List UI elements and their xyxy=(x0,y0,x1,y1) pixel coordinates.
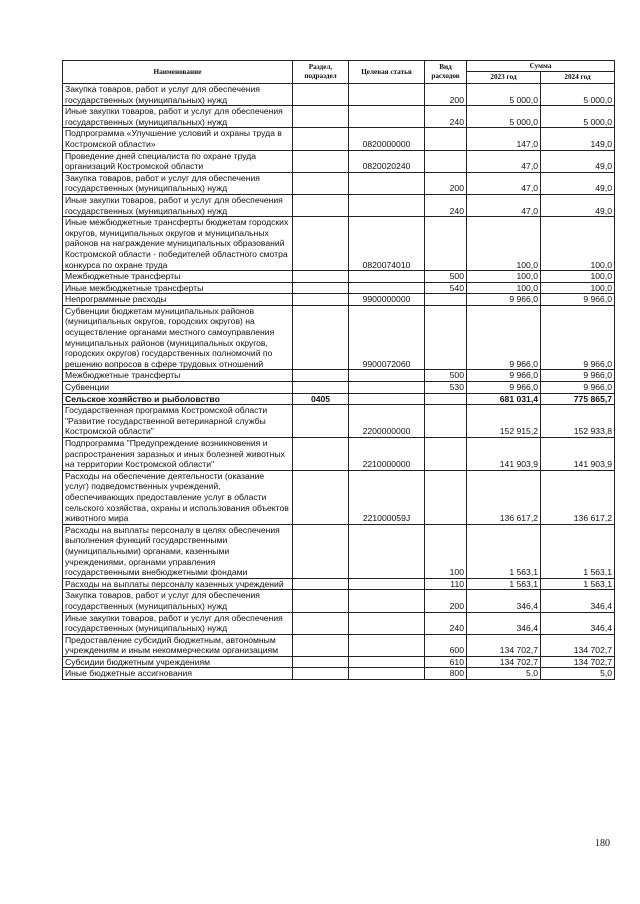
cell-section xyxy=(293,128,349,150)
cell-section xyxy=(293,217,349,271)
table-row xyxy=(63,217,615,271)
cell-2023: 47,0 xyxy=(467,150,541,172)
cell-type: 800 xyxy=(425,668,467,680)
cell-target: 0820074010 xyxy=(349,217,425,271)
cell-2024: 49,0 xyxy=(541,194,615,216)
table-row xyxy=(63,393,615,405)
header-name: Наименование xyxy=(63,61,293,84)
cell-name: Расходы на выплаты персоналу в целях обеспечения выполнения функций государственными (муниципальными) органами, казенными учреждениями, органами управления государственными внебюджетными фондами xyxy=(63,524,293,578)
cell-2023: 152 915,2 xyxy=(467,405,541,438)
header-section: Раздел, подраздел xyxy=(293,61,349,84)
cell-2024: 346,4 xyxy=(541,612,615,634)
table-header xyxy=(63,61,615,84)
cell-2023: 100,0 xyxy=(467,282,541,294)
table-row xyxy=(63,172,615,194)
cell-name: Межбюджетные трансферты xyxy=(63,370,293,382)
cell-name: Расходы на выплаты персоналу казенных учреждений xyxy=(63,578,293,590)
cell-2024: 134 702,7 xyxy=(541,656,615,668)
cell-type xyxy=(425,128,467,150)
table-row xyxy=(63,106,615,128)
cell-2024: 9 966,0 xyxy=(541,382,615,394)
cell-section xyxy=(293,656,349,668)
cell-target: 2210000000 xyxy=(349,438,425,471)
cell-section xyxy=(293,305,349,370)
table-row xyxy=(63,590,615,612)
cell-target: 2200000000 xyxy=(349,405,425,438)
cell-2023: 9 966,0 xyxy=(467,294,541,306)
cell-2023: 136 617,2 xyxy=(467,470,541,524)
cell-target xyxy=(349,612,425,634)
cell-section xyxy=(293,470,349,524)
cell-type xyxy=(425,393,467,405)
table-row xyxy=(63,668,615,680)
cell-2024: 100,0 xyxy=(541,282,615,294)
cell-target xyxy=(349,84,425,106)
table-row xyxy=(63,282,615,294)
cell-2023: 9 966,0 xyxy=(467,370,541,382)
cell-2023: 5,0 xyxy=(467,668,541,680)
table-row xyxy=(63,128,615,150)
cell-2024: 49,0 xyxy=(541,150,615,172)
cell-section xyxy=(293,150,349,172)
cell-2023: 9 966,0 xyxy=(467,382,541,394)
cell-type: 530 xyxy=(425,382,467,394)
cell-type: 540 xyxy=(425,282,467,294)
table-row xyxy=(63,294,615,306)
cell-2023: 5 000,0 xyxy=(467,106,541,128)
header-year-2024: 2024 год xyxy=(541,72,615,84)
table-row xyxy=(63,305,615,370)
cell-type xyxy=(425,438,467,471)
cell-target xyxy=(349,634,425,656)
cell-2024: 136 617,2 xyxy=(541,470,615,524)
cell-section xyxy=(293,172,349,194)
table-row xyxy=(63,150,615,172)
cell-name: Иные закупки товаров, работ и услуг для обеспечения государственных (муниципальных) нужд xyxy=(63,106,293,128)
page-number: 180 xyxy=(595,838,610,849)
cell-type: 600 xyxy=(425,634,467,656)
cell-section xyxy=(293,194,349,216)
cell-name: Предоставление субсидий бюджетным, автономным учреждениям и иным некоммерческим организациям xyxy=(63,634,293,656)
cell-section xyxy=(293,634,349,656)
cell-section xyxy=(293,612,349,634)
cell-section xyxy=(293,590,349,612)
header-type: Вид расходов xyxy=(425,61,467,84)
cell-2024: 100,0 xyxy=(541,217,615,271)
cell-name: Подпрограмма "Предупреждение возникновения и распространения заразных и иных болезней животных на территории Костромской области" xyxy=(63,438,293,471)
cell-2023: 9 966,0 xyxy=(467,305,541,370)
cell-target xyxy=(349,271,425,283)
cell-target xyxy=(349,282,425,294)
cell-target xyxy=(349,393,425,405)
cell-2023: 5 000,0 xyxy=(467,84,541,106)
cell-target xyxy=(349,194,425,216)
cell-section xyxy=(293,294,349,306)
cell-2023: 141 903,9 xyxy=(467,438,541,471)
table-row xyxy=(63,271,615,283)
cell-2024: 149,0 xyxy=(541,128,615,150)
cell-name: Иные закупки товаров, работ и услуг для обеспечения государственных (муниципальных) нужд xyxy=(63,194,293,216)
cell-target: 0820020240 xyxy=(349,150,425,172)
cell-type: 500 xyxy=(425,271,467,283)
cell-type: 200 xyxy=(425,84,467,106)
cell-name: Иные бюджетные ассигнования xyxy=(63,668,293,680)
cell-section xyxy=(293,282,349,294)
cell-target: 9900072060 xyxy=(349,305,425,370)
cell-2024: 775 865,7 xyxy=(541,393,615,405)
cell-name: Непрограммные расходы xyxy=(63,294,293,306)
table-row xyxy=(63,438,615,471)
table-row xyxy=(63,470,615,524)
cell-2024: 9 966,0 xyxy=(541,294,615,306)
cell-type: 240 xyxy=(425,612,467,634)
cell-target xyxy=(349,106,425,128)
cell-name: Государственная программа Костромской области "Развитие государственной ветеринарной службы Костромской области" xyxy=(63,405,293,438)
cell-2023: 346,4 xyxy=(467,612,541,634)
cell-name: Межбюджетные трансферты xyxy=(63,271,293,283)
table-row xyxy=(63,656,615,668)
cell-target xyxy=(349,370,425,382)
table-row xyxy=(63,194,615,216)
table-row xyxy=(63,524,615,578)
cell-2024: 141 903,9 xyxy=(541,438,615,471)
cell-type: 200 xyxy=(425,590,467,612)
cell-2023: 100,0 xyxy=(467,217,541,271)
table-row xyxy=(63,612,615,634)
cell-name: Иные межбюджетные трансферты xyxy=(63,282,293,294)
cell-type xyxy=(425,294,467,306)
cell-2024: 5 000,0 xyxy=(541,106,615,128)
cell-target xyxy=(349,578,425,590)
cell-2023: 100,0 xyxy=(467,271,541,283)
cell-name: Иные закупки товаров, работ и услуг для обеспечения государственных (муниципальных) нужд xyxy=(63,612,293,634)
cell-name: Подпрограмма «Улучшение условий и охраны труда в Костромской области» xyxy=(63,128,293,150)
cell-name: Субвенции бюджетам муниципальных районов (муниципальных округов, городских округов) на осуществление органами местного самоуправления муниципальных районов (муниципальных округов, городских округов) государственных полномочий по решению вопросов в сфере трудовых отношений xyxy=(63,305,293,370)
table-row xyxy=(63,382,615,394)
cell-type: 610 xyxy=(425,656,467,668)
cell-2024: 134 702,7 xyxy=(541,634,615,656)
cell-2024: 1 563,1 xyxy=(541,524,615,578)
cell-target xyxy=(349,590,425,612)
cell-name: Сельское хозяйство и рыболовство xyxy=(63,393,293,405)
cell-2023: 346,4 xyxy=(467,590,541,612)
cell-target xyxy=(349,656,425,668)
cell-type: 240 xyxy=(425,194,467,216)
cell-name: Субсидии бюджетным учреждениям xyxy=(63,656,293,668)
cell-2023: 47,0 xyxy=(467,172,541,194)
cell-type: 200 xyxy=(425,172,467,194)
cell-type: 240 xyxy=(425,106,467,128)
cell-section xyxy=(293,438,349,471)
cell-name: Иные межбюджетные трансферты бюджетам городских округов, муниципальных округов и муниципальных районов на награждение муниципальных образований Костромской области - победителей областного смотра конкурса по охране труда xyxy=(63,217,293,271)
cell-2024: 346,4 xyxy=(541,590,615,612)
budget-table xyxy=(62,60,615,680)
cell-section: 0405 xyxy=(293,393,349,405)
cell-type xyxy=(425,470,467,524)
cell-type xyxy=(425,305,467,370)
cell-2023: 134 702,7 xyxy=(467,656,541,668)
cell-type: 100 xyxy=(425,524,467,578)
cell-type xyxy=(425,150,467,172)
table-row xyxy=(63,578,615,590)
table-row xyxy=(63,405,615,438)
cell-type: 110 xyxy=(425,578,467,590)
cell-section xyxy=(293,84,349,106)
cell-name: Закупка товаров, работ и услуг для обеспечения государственных (муниципальных) нужд xyxy=(63,172,293,194)
cell-2023: 134 702,7 xyxy=(467,634,541,656)
cell-target: 9900000000 xyxy=(349,294,425,306)
cell-2024: 5 000,0 xyxy=(541,84,615,106)
cell-section xyxy=(293,106,349,128)
cell-name: Закупка товаров, работ и услуг для обеспечения государственных (муниципальных) нужд xyxy=(63,84,293,106)
cell-section xyxy=(293,370,349,382)
cell-2024: 1 563,1 xyxy=(541,578,615,590)
cell-name: Закупка товаров, работ и услуг для обеспечения государственных (муниципальных) нужд xyxy=(63,590,293,612)
cell-2024: 9 966,0 xyxy=(541,370,615,382)
cell-section xyxy=(293,382,349,394)
cell-target xyxy=(349,172,425,194)
cell-section xyxy=(293,668,349,680)
cell-2024: 100,0 xyxy=(541,271,615,283)
cell-target xyxy=(349,382,425,394)
cell-section xyxy=(293,271,349,283)
cell-section xyxy=(293,524,349,578)
cell-2024: 152 933,8 xyxy=(541,405,615,438)
cell-type: 500 xyxy=(425,370,467,382)
cell-2023: 1 563,1 xyxy=(467,578,541,590)
table-row xyxy=(63,634,615,656)
cell-name: Расходы на обеспечение деятельности (оказание услуг) подведомственных учреждений, обеспечивающих предоставление услуг в области сельского хозяйства, охраны и использования объектов животного мира xyxy=(63,470,293,524)
cell-type xyxy=(425,405,467,438)
cell-2023: 147,0 xyxy=(467,128,541,150)
cell-target: 221000059J xyxy=(349,470,425,524)
header-sum: Сумма xyxy=(467,61,615,72)
table-body xyxy=(63,84,615,680)
cell-type xyxy=(425,217,467,271)
cell-target xyxy=(349,524,425,578)
cell-section xyxy=(293,405,349,438)
cell-2023: 1 563,1 xyxy=(467,524,541,578)
table-row xyxy=(63,84,615,106)
cell-2024: 5,0 xyxy=(541,668,615,680)
cell-name: Субвенции xyxy=(63,382,293,394)
cell-2024: 9 966,0 xyxy=(541,305,615,370)
cell-section xyxy=(293,578,349,590)
table-row xyxy=(63,370,615,382)
cell-target xyxy=(349,668,425,680)
cell-2023: 47,0 xyxy=(467,194,541,216)
cell-2023: 681 031,4 xyxy=(467,393,541,405)
cell-2024: 49,0 xyxy=(541,172,615,194)
cell-target: 0820000000 xyxy=(349,128,425,150)
cell-name: Проведение дней специалиста по охране труда организаций Костромской области xyxy=(63,150,293,172)
header-target: Целевая статья xyxy=(349,61,425,84)
header-year-2023: 2023 год xyxy=(467,72,541,84)
